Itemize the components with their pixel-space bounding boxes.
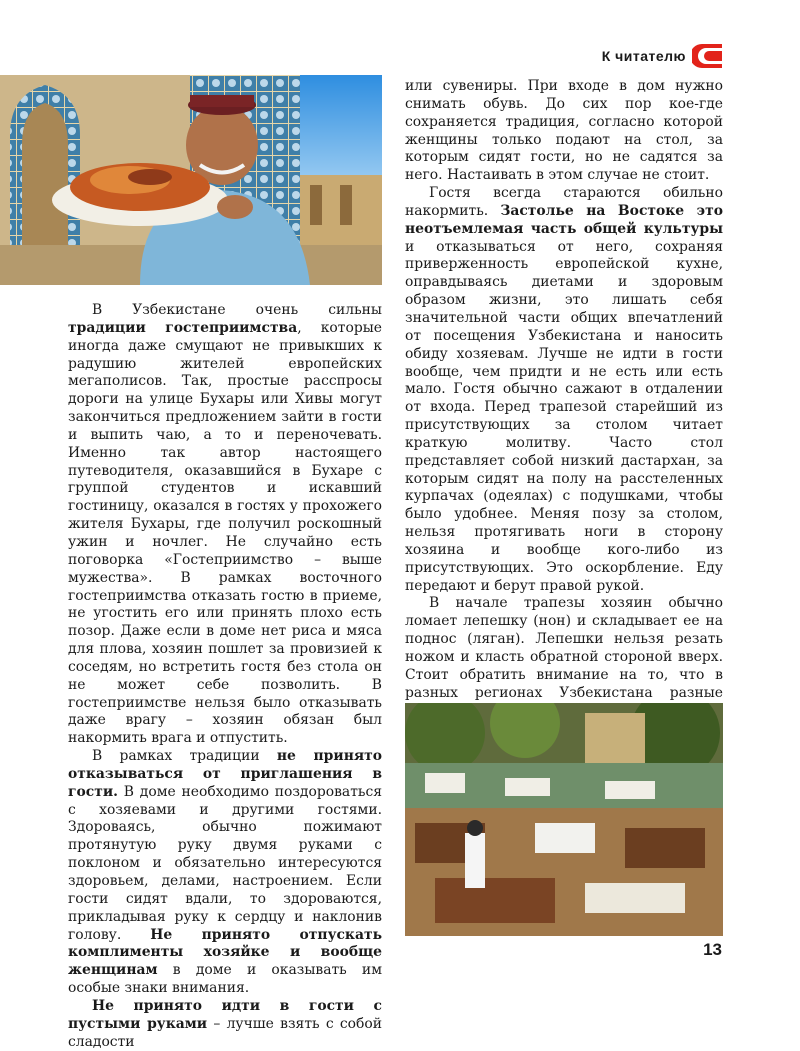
paragraph <box>405 78 723 185</box>
text-run: – лучше взять с собой сладости <box>68 1015 382 1050</box>
text-run: Гостя всегда стараются обильно накормить. <box>405 185 723 219</box>
photo-man-with-plov <box>0 75 382 285</box>
text-run: В начале трапезы хозяин обычно ломает лепешку (нон) и складывает ее на поднос (ляган). Лепешки нельзя резать ножом и класть обратной стороной вверх. Стоит обратить внимание на то, что в разных регионах Узбекистана разные <box>405 595 723 701</box>
paragraph <box>68 748 382 998</box>
section-title: К читателю <box>601 48 686 64</box>
bold-emphasis: традиции гостеприимства <box>68 319 298 336</box>
paragraph <box>68 998 382 1051</box>
right-column <box>405 78 723 756</box>
text-run: В рамках традиции <box>92 748 277 765</box>
bold-emphasis: не принято отказываться от приглашения в гости. <box>68 748 382 800</box>
red-crescent-icon <box>692 44 722 68</box>
text-run: или сувениры. При входе в дом нужно снимать обувь. До сих пор кое-где сохраняется традиция, согласно которой женщины только подают на стол, за которым сидят гости, но не садятся за него. Настаивать в этом случае не стоит. <box>405 78 723 184</box>
bold-emphasis: Застолье на Востоке это неотъемлемая часть общей культуры <box>405 202 723 237</box>
text-run: и отказываться от него, сохраняя приверженность европейской кухне, оправдываясь диетами и здоровым образом жизни, это лишать себя значительной части общих впечатлений от посещения Узбекистана и наносить обиду хозяевам. Лучше не идти в гости вообще, чем придти и не есть или есть мало. Гостя обычно сажают в отдалении от входа. Перед трапезой старейший из присутствующих за столом читает краткую молитву. Часто стол представляет собой низкий дастархан, за которым сидят на полу на расстеленных курпачах (одеялах) с подушками, чтобы было удобнее. Меняя позу за столом, нельзя протягивать ноги в сторону хозяина и вообще кого-либо из присутствующих. Это оскорбление. Еду передают и берут правой рукой. <box>405 238 723 594</box>
text-run: в доме и оказывать им особые знаки внимания. <box>68 962 382 997</box>
bold-emphasis: Не принято идти в гости с пустыми руками <box>68 997 382 1032</box>
paragraph <box>68 302 382 748</box>
page-number: 13 <box>703 940 722 959</box>
text-run: , которые иногда даже смущают не привыкших к радушию жителей европейских мегаполисов. Так, простые расспросы дороги на улице Бухары или Хивы могут закончиться предложением зайти в гости и выпить чаю, а то и переночевать. Именно так автор настоящего путеводителя, оказавшийся в Бухаре с группой студентов и искавший гостиницу, оказался в гостях у прохожего жителя Бухары, где получил роскошный ужин и ночлег. Не случайно есть поговорка «Гостеприимство – выше мужества». В рамках восточного гостеприимства отказать гостю в приеме, не угостить его или принять плохо есть позор. Даже если в доме нет риса и мяса для плова, хозяин пошлет за провизией к соседям, но встретить гостя без стола он не может себе позволить. В гостеприимстве нельзя было отказывать даже врагу – хозяин обязан был накормить врага и отпустить. <box>68 319 382 747</box>
paragraph <box>405 185 723 595</box>
bold-emphasis: Не принято отпускать комплименты хозяйке и вообще женщинам <box>68 926 382 979</box>
section-header <box>602 44 722 68</box>
text-run: В Узбекистане очень сильны <box>92 302 382 318</box>
text-run: В доме необходимо поздороваться с хозяевами и другими гостями. Здороваясь, обычно пожимают протянутую руку двумя руками с поклоном и обязательно интересуются здоровьем, делами, настроением. Если гости сидят вдали, то здороваются, прикладывая руку к сердцу и наклонив голову. <box>68 783 382 943</box>
photo-outdoor-teahouse <box>405 703 723 936</box>
left-column <box>68 302 382 1051</box>
